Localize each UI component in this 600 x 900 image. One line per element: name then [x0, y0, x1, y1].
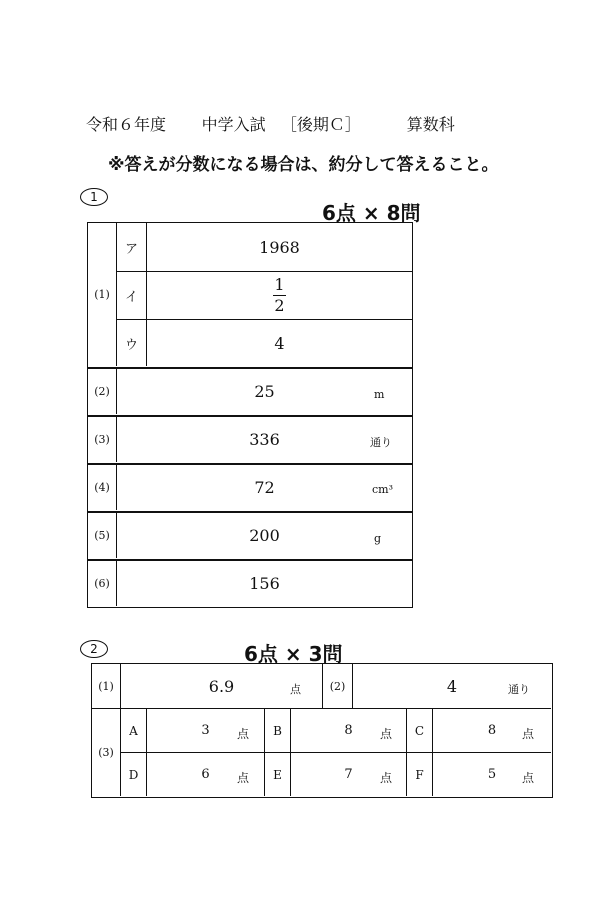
answer-unit: 点 — [380, 727, 393, 741]
answer-value — [116, 417, 412, 462]
fraction-denominator: 2 — [274, 296, 285, 315]
answer-value: 8 — [290, 708, 406, 752]
answer-unit: 通り — [370, 436, 392, 449]
row-label: (5) — [94, 529, 110, 542]
answer-unit: cm³ — [372, 483, 394, 496]
q3-sub-label: C — [406, 708, 432, 752]
answer-value: 5 — [432, 752, 551, 796]
answer-unit: g — [374, 532, 382, 545]
q2-label: (2) — [322, 664, 352, 708]
answer-fraction — [146, 271, 412, 319]
q3-sub-label: E — [264, 752, 290, 796]
answer-value — [116, 561, 412, 606]
q1-label: (1) — [98, 679, 114, 693]
section-1-number: 1 — [80, 188, 108, 206]
section-1-q1-box — [87, 222, 413, 368]
exam-subject: 算数科 — [406, 115, 455, 134]
row-label: (3) — [94, 433, 110, 446]
q1-part-label: ア — [116, 223, 146, 271]
answer-row — [87, 560, 413, 608]
row-label: (2) — [94, 385, 110, 398]
fraction-numerator: 1 — [274, 275, 285, 294]
instruction-note: ※答えが分数になる場合は、約分して答えること。 — [108, 155, 499, 175]
answer-number: 25 — [254, 382, 275, 401]
answer-number: 156 — [249, 574, 280, 593]
q3-sub-label: B — [264, 708, 290, 752]
answer-number: 200 — [249, 526, 280, 545]
answer-unit: m — [374, 388, 385, 401]
q3-sub-label: F — [406, 752, 432, 796]
answer-row — [87, 512, 413, 560]
answer-unit: 点 — [380, 771, 393, 785]
answer-value: 6.9 — [120, 664, 322, 708]
exam-term: ［後期Ｃ］ — [280, 115, 361, 134]
answer-value: 4 — [352, 664, 551, 708]
q3-label: (3) — [92, 708, 120, 796]
answer-number: 336 — [249, 430, 280, 449]
answer-unit: 点 — [237, 727, 250, 741]
answer-number: 72 — [254, 478, 275, 497]
exam-name: 中学入試 — [201, 115, 266, 134]
exam-title — [86, 112, 455, 135]
q1-part-label: イ — [116, 271, 146, 319]
section-1-score: 6点 × 8問 — [322, 201, 421, 225]
answer-value — [116, 369, 412, 414]
answer-row — [87, 368, 413, 416]
answer-row — [87, 464, 413, 512]
section-2-score: 6点 × 3問 — [244, 642, 343, 666]
answer-value: 8 — [432, 708, 551, 752]
exam-era: 令和６年度 — [86, 115, 167, 134]
q1-part-label: ウ — [116, 319, 146, 366]
q3-sub-label: A — [120, 708, 146, 752]
answer-unit: 点 — [290, 683, 301, 696]
q3-sub-label: D — [120, 752, 146, 796]
answer-value: 4 — [146, 319, 412, 366]
answer-unit: 点 — [522, 727, 535, 741]
answer-unit: 点 — [522, 771, 535, 785]
answer-value: 7 — [290, 752, 406, 796]
section-2-table — [91, 663, 553, 798]
answer-unit: 点 — [237, 771, 250, 785]
answer-value — [116, 513, 412, 558]
answer-row — [87, 416, 413, 464]
answer-unit: 通り — [508, 683, 530, 696]
row-label: (4) — [94, 481, 110, 494]
answer-value: 3 — [146, 708, 264, 752]
answer-value: 1968 — [146, 223, 412, 271]
q1-label: (1) — [94, 288, 110, 301]
answer-value: 6 — [146, 752, 264, 796]
answer-value — [116, 465, 412, 510]
row-label: (6) — [94, 577, 110, 590]
section-2-number: 2 — [80, 640, 108, 658]
